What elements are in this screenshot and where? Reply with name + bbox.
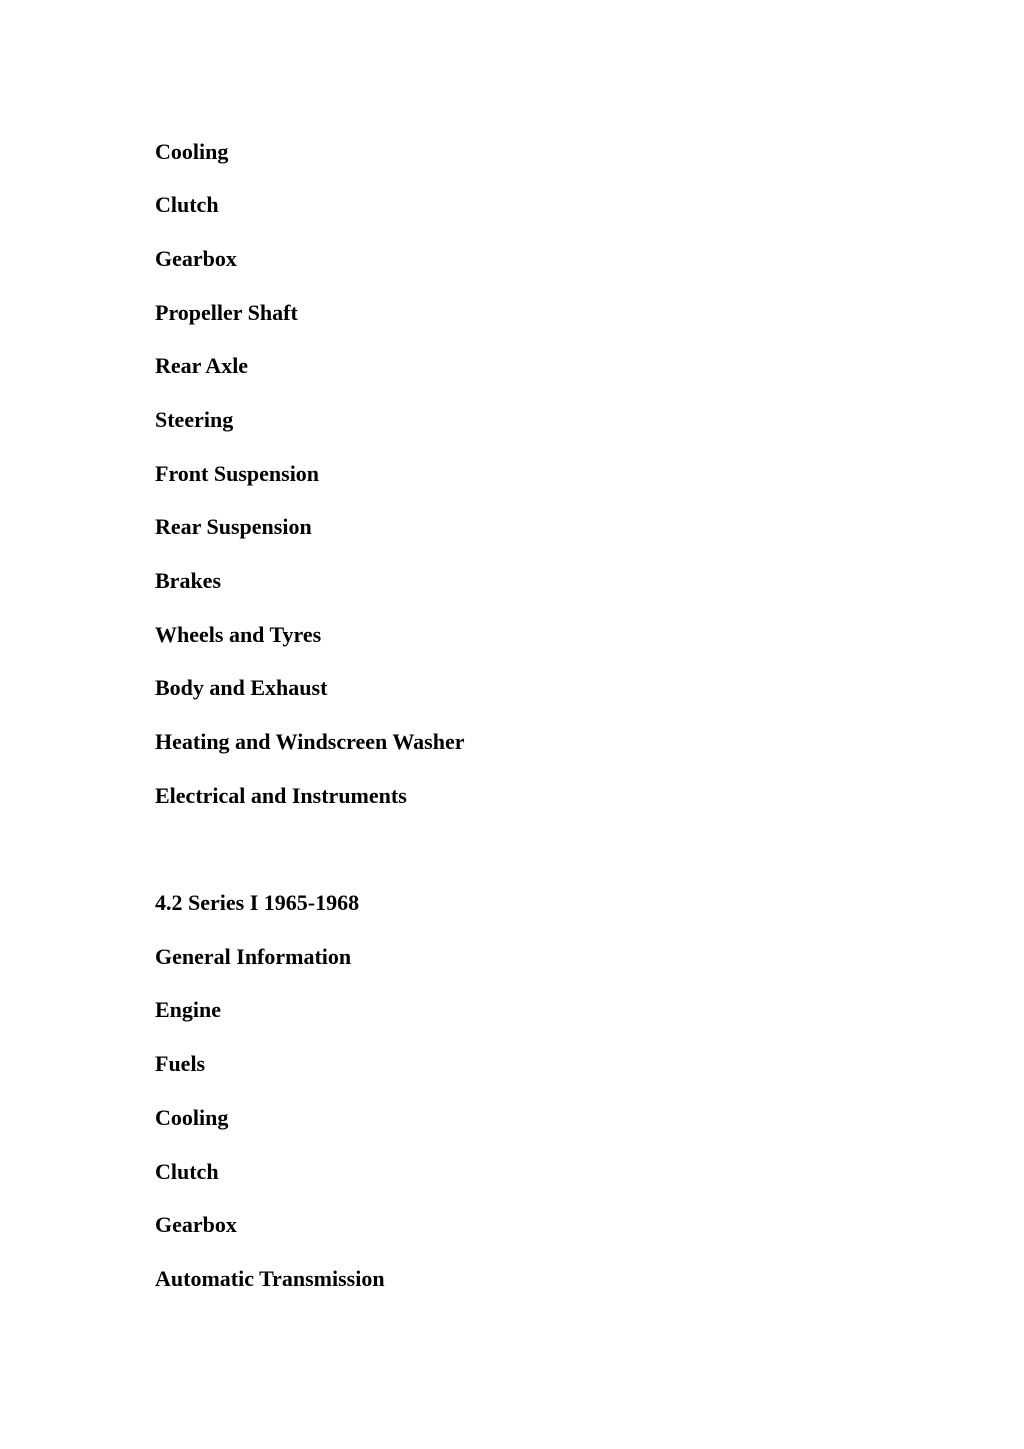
section-heading: 4.2 Series I 1965-1968 bbox=[155, 890, 360, 915]
toc-item-rear-axle: Rear Axle bbox=[155, 353, 249, 378]
toc-item-rear-suspension: Rear Suspension bbox=[155, 514, 312, 539]
toc-item-gearbox: Gearbox bbox=[155, 246, 237, 271]
toc-item-automatic-transmission: Automatic Transmission bbox=[155, 1266, 385, 1291]
toc-item-electrical-and-instruments: Electrical and Instruments bbox=[155, 783, 407, 808]
toc-item-cooling-2: Cooling bbox=[155, 1105, 229, 1130]
toc-item-clutch: Clutch bbox=[155, 192, 219, 217]
toc-item-wheels-and-tyres: Wheels and Tyres bbox=[155, 622, 322, 647]
toc-item-gearbox-2: Gearbox bbox=[155, 1212, 237, 1237]
toc-item-general-information: General Information bbox=[155, 944, 352, 969]
toc-item-fuels: Fuels bbox=[155, 1051, 206, 1076]
toc-item-engine: Engine bbox=[155, 997, 222, 1022]
toc-item-heating-and-windscreen-washer: Heating and Windscreen Washer bbox=[155, 729, 465, 754]
toc-item-brakes: Brakes bbox=[155, 568, 221, 593]
toc-item-body-and-exhaust: Body and Exhaust bbox=[155, 675, 328, 700]
toc-item-steering: Steering bbox=[155, 407, 234, 432]
toc-item-clutch-2: Clutch bbox=[155, 1159, 219, 1184]
toc-item-propeller-shaft: Propeller Shaft bbox=[155, 300, 298, 325]
toc-item-cooling: Cooling bbox=[155, 139, 229, 164]
toc-item-front-suspension: Front Suspension bbox=[155, 461, 320, 486]
